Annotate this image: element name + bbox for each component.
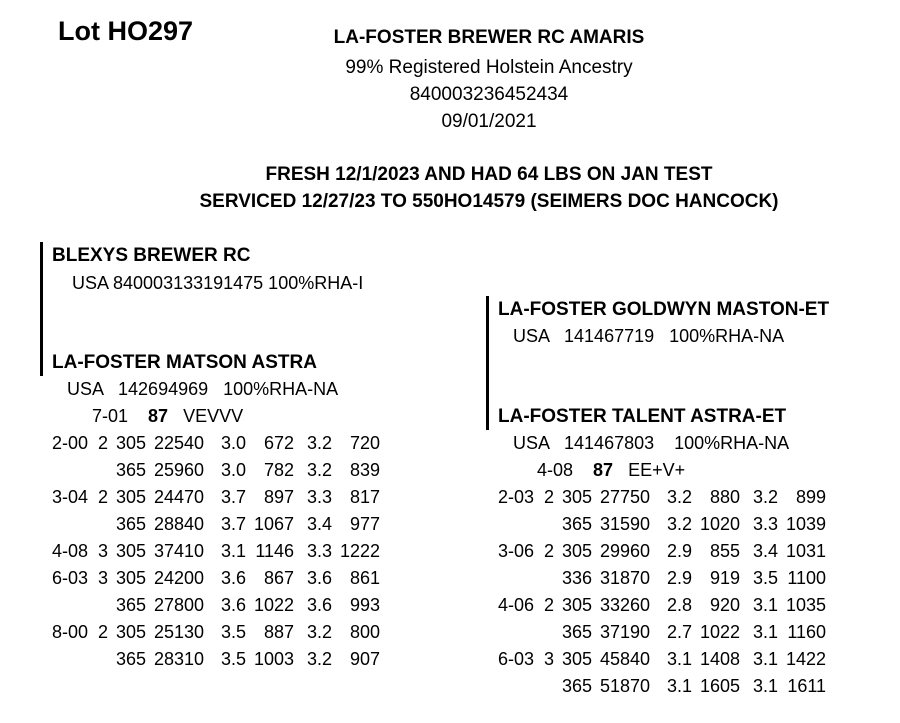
dam-record-fat-pct: 3.6 xyxy=(221,595,247,615)
granddam-record-milk: 45840 xyxy=(599,649,651,669)
dam-record-fat: 867 xyxy=(263,568,295,588)
granddam-record-protein-pct: 3.4 xyxy=(753,541,779,561)
dam-class-score: 87 xyxy=(148,406,169,426)
dam-record-fat: 1003 xyxy=(253,649,295,669)
dam-record-age: 8-00 xyxy=(52,622,89,642)
grandsire-bracket xyxy=(486,296,489,376)
dam-record-row xyxy=(52,538,380,565)
granddam-record-row xyxy=(498,619,826,646)
granddam-record-protein: 1422 xyxy=(785,649,827,669)
dam-record-row xyxy=(52,619,380,646)
granddam-record-fat: 1408 xyxy=(699,649,741,669)
granddam-record-fat: 880 xyxy=(709,487,741,507)
granddam-record-days: 305 xyxy=(561,541,593,561)
granddam-record-row xyxy=(498,484,826,511)
granddam-production-table xyxy=(498,484,826,700)
dam-record-protein-pct: 3.2 xyxy=(307,433,333,453)
granddam-record-lact xyxy=(534,511,554,538)
granddam-record-lact: 2 xyxy=(544,541,555,561)
dam-record-days: 365 xyxy=(115,514,147,534)
granddam-record-days: 365 xyxy=(561,514,593,534)
dam-record-protein: 907 xyxy=(349,649,381,669)
granddam-record-row xyxy=(498,592,826,619)
granddam-record-days: 305 xyxy=(561,595,593,615)
dam-record-protein: 817 xyxy=(349,487,381,507)
granddam-record-lact xyxy=(534,673,554,700)
dam-record-protein: 839 xyxy=(349,460,381,480)
granddam-record-protein-pct: 3.1 xyxy=(753,649,779,669)
granddam-record-fat: 855 xyxy=(709,541,741,561)
dam-record-protein: 861 xyxy=(349,568,381,588)
granddam-record-age xyxy=(498,673,534,700)
granddam-record-fat-pct: 2.8 xyxy=(667,595,693,615)
dam-record-fat: 1146 xyxy=(255,541,295,561)
dam-record-age xyxy=(52,592,88,619)
granddam-record-protein-pct: 3.1 xyxy=(753,676,779,696)
dam-record-days: 365 xyxy=(115,649,147,669)
dam-record-row xyxy=(52,646,380,673)
granddam-record-age: 6-03 xyxy=(498,649,535,669)
dam-record-protein-pct: 3.2 xyxy=(307,460,333,480)
dam-record-lact: 2 xyxy=(98,622,109,642)
granddam-record-age: 4-06 xyxy=(498,595,535,615)
dam-record-milk: 28310 xyxy=(153,649,205,669)
dam-record-milk: 24470 xyxy=(153,487,205,507)
dam-record-lact xyxy=(88,592,108,619)
granddam-classification xyxy=(537,460,685,481)
dam-record-fat-pct: 3.1 xyxy=(221,541,247,561)
granddam-class-age: 4-08 xyxy=(537,460,574,480)
granddam-record-protein: 1031 xyxy=(785,541,827,561)
granddam-record-age xyxy=(498,511,534,538)
granddam-record-protein-pct: 3.1 xyxy=(753,622,779,642)
dam-record-protein: 993 xyxy=(349,595,381,615)
dam-record-age xyxy=(52,457,88,484)
granddam-name: LA-FOSTER TALENT ASTRA-ET xyxy=(498,406,787,427)
dam-record-fat: 897 xyxy=(263,487,295,507)
granddam-record-protein-pct: 3.5 xyxy=(753,568,779,588)
dam-record-milk: 37410 xyxy=(153,541,205,561)
granddam-record-age xyxy=(498,565,534,592)
granddam-record-protein: 1035 xyxy=(785,595,827,615)
dam-record-days: 305 xyxy=(115,622,147,642)
dam-record-protein-pct: 3.6 xyxy=(307,595,333,615)
dam-record-lact: 3 xyxy=(98,541,109,561)
granddam-record-milk: 37190 xyxy=(599,622,651,642)
dam-record-protein: 720 xyxy=(349,433,381,453)
dam-record-protein-pct: 3.3 xyxy=(307,487,333,507)
granddam-record-protein: 1039 xyxy=(785,514,827,534)
granddam-record-protein-pct: 3.2 xyxy=(753,487,779,507)
granddam-record-fat: 1020 xyxy=(699,514,741,534)
granddam-record-fat: 1022 xyxy=(699,622,741,642)
sire-name: BLEXYS BREWER RC xyxy=(52,245,251,266)
dam-record-lact xyxy=(88,646,108,673)
dam-bracket xyxy=(40,296,43,376)
dam-record-protein: 800 xyxy=(349,622,381,642)
granddam-record-fat-pct: 2.9 xyxy=(667,568,693,588)
dam-classification xyxy=(92,406,243,427)
dam-record-fat-pct: 3.0 xyxy=(221,460,247,480)
granddam-record-fat-pct: 2.9 xyxy=(667,541,693,561)
dam-record-protein-pct: 3.2 xyxy=(307,649,333,669)
grandsire-name: LA-FOSTER GOLDWYN MASTON-ET xyxy=(498,299,830,320)
dam-record-age: 3-04 xyxy=(52,487,89,507)
dam-record-days: 305 xyxy=(115,568,147,588)
granddam-record-row xyxy=(498,565,826,592)
dam-record-row xyxy=(52,430,380,457)
granddam-record-milk: 27750 xyxy=(599,487,651,507)
sire-info: USA 840003133191475 100%RHA-I xyxy=(72,273,364,293)
service-note: SERVICED 12/27/23 TO 550HO14579 (SEIMERS DOC HANCOCK) xyxy=(199,191,779,212)
granddam-record-protein: 1160 xyxy=(787,622,827,642)
granddam-record-lact: 3 xyxy=(544,649,555,669)
dam-record-row xyxy=(52,592,380,619)
granddam-record-protein: 899 xyxy=(795,487,827,507)
dam-record-milk: 22540 xyxy=(153,433,205,453)
granddam-record-fat-pct: 3.1 xyxy=(667,676,693,696)
granddam-class-score: 87 xyxy=(593,460,614,480)
lot-number: Lot HO297 xyxy=(58,16,194,46)
granddam-record-row xyxy=(498,646,826,673)
dam-record-fat-pct: 3.7 xyxy=(221,514,247,534)
granddam-record-days: 365 xyxy=(561,676,593,696)
granddam-record-age: 3-06 xyxy=(498,541,535,561)
granddam-record-days: 305 xyxy=(561,487,593,507)
dam-record-protein: 1222 xyxy=(339,541,381,561)
dam-record-protein-pct: 3.6 xyxy=(307,568,333,588)
dam-class-grade: VEVVV xyxy=(183,406,244,426)
dam-record-fat-pct: 3.6 xyxy=(221,568,247,588)
dam-record-age xyxy=(52,511,88,538)
granddam-record-protein: 1100 xyxy=(787,568,827,588)
dam-record-lact: 2 xyxy=(98,433,109,453)
dam-record-milk: 28840 xyxy=(153,514,205,534)
sire-bracket xyxy=(40,242,43,296)
dam-info: USA 142694969 100%RHA-NA xyxy=(67,379,339,399)
dam-record-milk: 27800 xyxy=(153,595,205,615)
dam-record-protein-pct: 3.2 xyxy=(307,622,333,642)
dam-record-days: 365 xyxy=(115,460,147,480)
granddam-record-row xyxy=(498,511,826,538)
animal-id: 840003236452434 xyxy=(409,84,569,105)
dam-record-days: 305 xyxy=(115,487,147,507)
granddam-record-protein-pct: 3.3 xyxy=(753,514,779,534)
dam-record-row xyxy=(52,484,380,511)
granddam-record-milk: 29960 xyxy=(599,541,651,561)
dam-record-days: 305 xyxy=(115,541,147,561)
dam-record-lact xyxy=(88,457,108,484)
granddam-record-lact: 2 xyxy=(544,595,555,615)
dam-record-fat: 887 xyxy=(263,622,295,642)
dam-record-fat-pct: 3.5 xyxy=(221,649,247,669)
granddam-bracket xyxy=(486,376,489,430)
granddam-record-days: 365 xyxy=(561,622,593,642)
granddam-record-fat: 920 xyxy=(709,595,741,615)
granddam-record-milk: 51870 xyxy=(599,676,651,696)
dam-record-age: 2-00 xyxy=(52,433,89,453)
dam-record-fat-pct: 3.0 xyxy=(221,433,247,453)
granddam-record-age xyxy=(498,619,534,646)
dam-production-table xyxy=(52,430,380,673)
dam-record-milk: 25130 xyxy=(153,622,205,642)
granddam-record-lact xyxy=(534,565,554,592)
dam-name: LA-FOSTER MATSON ASTRA xyxy=(52,352,317,373)
granddam-record-lact xyxy=(534,619,554,646)
granddam-record-lact: 2 xyxy=(544,487,555,507)
granddam-record-row xyxy=(498,538,826,565)
granddam-record-days: 336 xyxy=(561,568,593,588)
granddam-record-fat: 1605 xyxy=(699,676,741,696)
dam-record-row xyxy=(52,457,380,484)
dam-record-days: 305 xyxy=(115,433,147,453)
granddam-record-fat-pct: 3.2 xyxy=(667,514,693,534)
dam-record-fat: 782 xyxy=(263,460,295,480)
dam-record-row xyxy=(52,511,380,538)
dam-record-milk: 25960 xyxy=(153,460,205,480)
granddam-record-fat-pct: 3.2 xyxy=(667,487,693,507)
animal-name: LA-FOSTER BREWER RC AMARIS xyxy=(333,27,645,48)
granddam-record-fat-pct: 3.1 xyxy=(667,649,693,669)
dam-record-fat: 1067 xyxy=(253,514,295,534)
animal-birthdate: 09/01/2021 xyxy=(441,111,537,132)
dam-record-age xyxy=(52,646,88,673)
granddam-info: USA 141467803 100%RHA-NA xyxy=(513,433,790,453)
animal-ancestry: 99% Registered Holstein Ancestry xyxy=(345,57,633,78)
dam-record-fat: 1022 xyxy=(253,595,295,615)
dam-record-fat-pct: 3.7 xyxy=(221,487,247,507)
granddam-record-days: 305 xyxy=(561,649,593,669)
dam-record-row xyxy=(52,565,380,592)
dam-record-protein-pct: 3.3 xyxy=(307,541,333,561)
granddam-record-fat-pct: 2.7 xyxy=(667,622,693,642)
dam-record-fat-pct: 3.5 xyxy=(221,622,247,642)
dam-record-lact: 2 xyxy=(98,487,109,507)
dam-record-milk: 24200 xyxy=(153,568,205,588)
grandsire-info: USA 141467719 100%RHA-NA xyxy=(513,326,785,346)
dam-record-fat: 672 xyxy=(263,433,295,453)
dam-record-days: 365 xyxy=(115,595,147,615)
granddam-record-row xyxy=(498,673,826,700)
granddam-record-milk: 33260 xyxy=(599,595,651,615)
dam-record-age: 4-08 xyxy=(52,541,89,561)
granddam-record-fat: 919 xyxy=(709,568,741,588)
dam-record-protein: 977 xyxy=(349,514,381,534)
dam-record-lact: 3 xyxy=(98,568,109,588)
dam-record-protein-pct: 3.4 xyxy=(307,514,333,534)
granddam-record-milk: 31870 xyxy=(599,568,651,588)
dam-record-age: 6-03 xyxy=(52,568,89,588)
granddam-record-milk: 31590 xyxy=(599,514,651,534)
dam-record-lact xyxy=(88,511,108,538)
dam-class-age: 7-01 xyxy=(92,406,129,426)
granddam-class-grade: EE+V+ xyxy=(628,460,686,480)
granddam-record-protein: 1611 xyxy=(787,676,827,696)
granddam-record-protein-pct: 3.1 xyxy=(753,595,779,615)
granddam-record-age: 2-03 xyxy=(498,487,535,507)
fresh-note: FRESH 12/1/2023 AND HAD 64 LBS ON JAN TEST xyxy=(265,164,713,185)
